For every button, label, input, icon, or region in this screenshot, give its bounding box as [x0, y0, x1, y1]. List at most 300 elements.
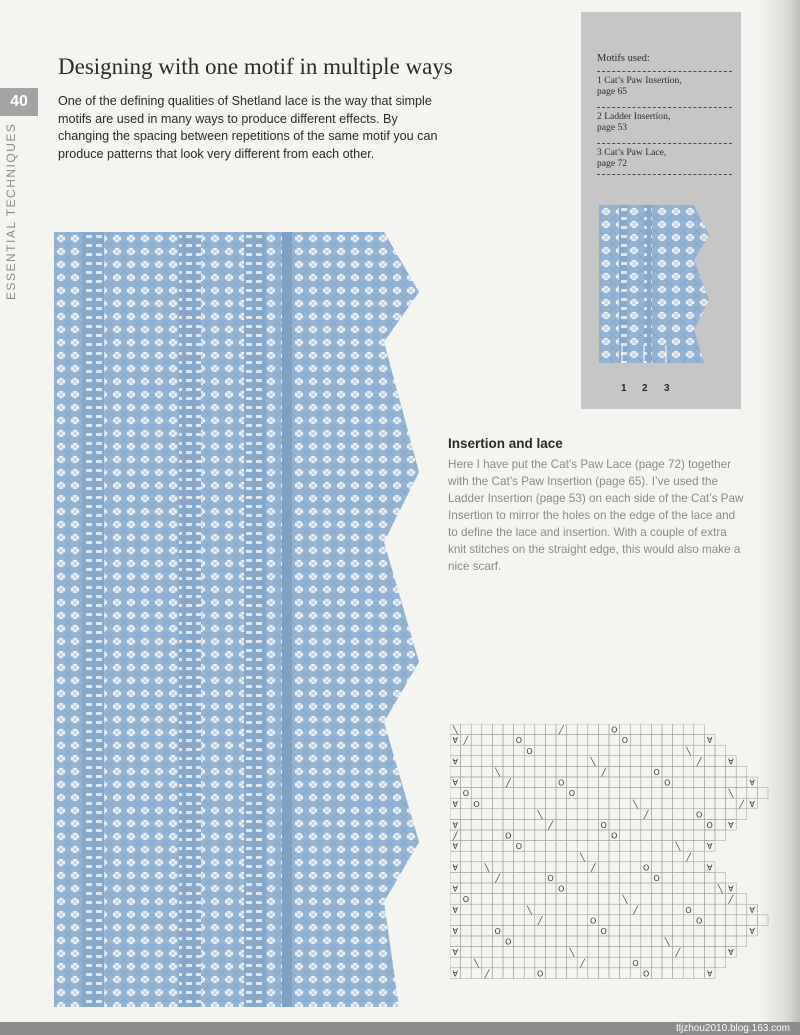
chart-cell — [461, 925, 472, 936]
chart-cell — [715, 957, 726, 968]
chart-cell — [694, 947, 705, 958]
chart-cell — [503, 925, 514, 936]
chart-symbol: O — [515, 842, 523, 852]
chart-cell — [503, 745, 514, 756]
chart-cell — [503, 894, 514, 905]
chart-cell — [545, 915, 556, 926]
chart-cell — [588, 925, 599, 936]
chart-cell — [620, 915, 631, 926]
chart-cell — [588, 830, 599, 841]
chart-cell — [662, 745, 673, 756]
chart-cell — [683, 809, 694, 820]
chart-symbol: ∀ — [452, 927, 459, 936]
chart-cell — [482, 841, 493, 852]
chart-cell — [567, 745, 578, 756]
chart-cell — [715, 915, 726, 926]
chart-cell — [535, 894, 546, 905]
chart-cell — [620, 756, 631, 767]
chart-cell — [673, 798, 684, 809]
chart-cell — [588, 968, 599, 979]
chart-cell — [514, 777, 525, 788]
chart-cell — [662, 915, 673, 926]
chart-cell — [694, 883, 705, 894]
motif-item-3 — [597, 143, 732, 175]
chart-cell — [450, 957, 461, 968]
chart-cell — [620, 788, 631, 799]
chart-cell — [620, 862, 631, 873]
chart-cell — [482, 809, 493, 820]
chart-cell — [673, 766, 684, 777]
chart-cell — [598, 947, 609, 958]
chart-cell — [503, 841, 514, 852]
chart-cell — [482, 756, 493, 767]
chart-cell — [461, 872, 472, 883]
chart-cell — [503, 957, 514, 968]
chart-cell — [503, 915, 514, 926]
chart-cell — [609, 788, 620, 799]
chart-cell — [514, 819, 525, 830]
chart-cell — [503, 851, 514, 862]
chart-cell — [704, 894, 715, 905]
chart-cell — [683, 756, 694, 767]
chart-cell — [726, 936, 737, 947]
chart-cell — [482, 819, 493, 830]
chart-symbol: ╲ — [580, 852, 585, 862]
chart-cell — [694, 904, 705, 915]
chart-cell — [535, 756, 546, 767]
chart-symbol: O — [653, 874, 660, 883]
chart-symbol: ╱ — [739, 799, 744, 809]
chart-cell — [598, 777, 609, 788]
chart-cell — [461, 756, 472, 767]
chart-cell — [641, 735, 652, 746]
chart-cell — [609, 915, 620, 926]
chart-cell — [492, 735, 503, 746]
chart-symbol: O — [505, 937, 512, 947]
chart-cell — [662, 862, 673, 873]
chart-cell — [620, 766, 631, 777]
chart-cell — [609, 957, 620, 968]
chart-cell — [683, 947, 694, 958]
chart-symbol: O — [695, 810, 703, 820]
chart-cell — [461, 841, 472, 852]
chart-cell — [514, 957, 525, 968]
chart-cell — [704, 872, 715, 883]
chart-cell — [461, 798, 472, 809]
chart-cell — [726, 798, 737, 809]
chart-cell — [503, 735, 514, 746]
chart-cell — [704, 915, 715, 926]
chart-cell — [694, 798, 705, 809]
chart-cell — [641, 830, 652, 841]
chart-cell — [620, 957, 631, 968]
chart-cell — [461, 915, 472, 926]
chart-cell — [556, 756, 567, 767]
chart-cell — [482, 904, 493, 915]
chart-cell — [577, 766, 588, 777]
chart-cell — [641, 925, 652, 936]
chart-cell — [577, 904, 588, 915]
chart-cell — [673, 830, 684, 841]
chart-cell — [503, 798, 514, 809]
chart-symbol: ╱ — [452, 831, 458, 841]
chart-cell — [492, 968, 503, 979]
chart-cell — [588, 788, 599, 799]
chart-cell — [662, 809, 673, 820]
chart-cell — [662, 957, 673, 968]
chart-symbol: ╲ — [728, 789, 734, 799]
chart-cell — [492, 777, 503, 788]
chart-cell — [757, 788, 768, 799]
chart-cell — [641, 851, 652, 862]
chart-cell — [673, 872, 684, 883]
chart-cell — [683, 798, 694, 809]
chart-symbol: O — [653, 768, 660, 777]
chart-cell — [598, 809, 609, 820]
chart-cell — [609, 777, 620, 788]
chart-cell — [461, 766, 472, 777]
chart-cell — [630, 756, 641, 767]
chart-cell — [503, 968, 514, 979]
chart-cell — [641, 947, 652, 958]
chart-cell — [535, 862, 546, 873]
chart-cell — [556, 894, 567, 905]
chart-symbol: ╲ — [664, 937, 670, 947]
chart-cell — [567, 766, 578, 777]
chart-cell — [704, 904, 715, 915]
chart-symbol: ∀ — [728, 821, 734, 830]
chart-cell — [641, 841, 652, 852]
chart-cell — [651, 756, 662, 767]
chart-cell — [545, 724, 556, 735]
chart-cell — [450, 788, 461, 799]
motif-item-line: 1 Cat’s Paw Insertion, — [597, 75, 682, 86]
chart-cell — [482, 735, 493, 746]
chart-symbol: ╱ — [548, 821, 554, 830]
chart-symbol: ∀ — [452, 969, 459, 979]
chart-cell — [588, 851, 599, 862]
chart-cell — [588, 766, 599, 777]
chart-cell — [630, 925, 641, 936]
chart-cell — [694, 957, 705, 968]
motifs-title: Motifs used: — [597, 53, 650, 64]
chart-cell — [524, 788, 535, 799]
chart-cell — [567, 777, 578, 788]
chart-cell — [609, 798, 620, 809]
chart-cell — [577, 841, 588, 852]
chart-cell — [535, 851, 546, 862]
thumb-label-3: 3 — [664, 383, 670, 394]
chart-symbol: ╱ — [558, 725, 564, 735]
chart-symbol: O — [505, 831, 512, 841]
chart-cell — [620, 798, 631, 809]
chart-cell — [704, 830, 715, 841]
chart-symbol: ╲ — [590, 757, 596, 767]
chart-symbol: ∀ — [706, 842, 713, 852]
chart-cell — [641, 724, 652, 735]
chart-cell — [577, 756, 588, 767]
chart-cell — [556, 745, 567, 756]
chart-symbol: ∀ — [452, 863, 459, 873]
chart-cell — [694, 766, 705, 777]
chart-symbol: ∀ — [728, 757, 734, 767]
chart-cell — [715, 788, 726, 799]
chart-cell — [567, 851, 578, 862]
chart-cell — [556, 830, 567, 841]
chart-cell — [556, 819, 567, 830]
chart-cell — [588, 872, 599, 883]
chart-cell — [545, 936, 556, 947]
chart-symbol: O — [685, 905, 692, 915]
chart-cell — [503, 862, 514, 873]
chart-cell — [747, 915, 758, 926]
chart-cell — [704, 925, 715, 936]
chart-cell — [683, 925, 694, 936]
chart-cell — [683, 862, 694, 873]
chart-cell — [514, 947, 525, 958]
chart-cell — [471, 915, 482, 926]
chart-cell — [651, 745, 662, 756]
chart-cell — [694, 819, 705, 830]
chart-cell — [535, 766, 546, 777]
chart-cell — [482, 798, 493, 809]
chart-cell — [683, 968, 694, 979]
chart-symbol: ∀ — [452, 757, 459, 767]
chart-cell — [514, 745, 525, 756]
chart-cell — [620, 745, 631, 756]
chart-cell — [492, 851, 503, 862]
chart-cell — [715, 745, 726, 756]
chart-cell — [545, 756, 556, 767]
chart-cell — [545, 788, 556, 799]
chart-cell — [492, 957, 503, 968]
chart-cell — [482, 788, 493, 799]
chart-cell — [620, 851, 631, 862]
chart-cell — [662, 925, 673, 936]
chart-cell — [567, 925, 578, 936]
chart-cell — [630, 862, 641, 873]
chart-cell — [471, 862, 482, 873]
chart-cell — [726, 904, 737, 915]
chart-cell — [620, 947, 631, 958]
motif-item-page: page 65 — [597, 86, 628, 97]
chart-cell — [482, 925, 493, 936]
chart-cell — [567, 894, 578, 905]
chart-cell — [662, 735, 673, 746]
chart-cell — [662, 788, 673, 799]
chart-cell — [736, 915, 747, 926]
chart-cell — [662, 756, 673, 767]
chart-cell — [704, 809, 715, 820]
chart-symbol: ╲ — [686, 746, 691, 756]
chart-cell — [471, 756, 482, 767]
chart-cell — [524, 851, 535, 862]
chart-symbol: ∀ — [749, 799, 755, 809]
chart-symbol: O — [462, 789, 470, 799]
chart-cell — [524, 841, 535, 852]
chart-cell — [503, 883, 514, 894]
chart-cell — [641, 819, 652, 830]
chart-symbol: ╱ — [537, 916, 543, 926]
chart-cell — [694, 735, 705, 746]
chart-cell — [736, 936, 747, 947]
chart-cell — [704, 883, 715, 894]
chart-cell — [461, 724, 472, 735]
chart-cell — [514, 788, 525, 799]
chart-cell — [598, 830, 609, 841]
chart-cell — [492, 894, 503, 905]
chart-cell — [673, 745, 684, 756]
chart-cell — [620, 883, 631, 894]
chart-symbol: ∀ — [749, 778, 755, 788]
chart-cell — [514, 883, 525, 894]
chart-cell — [567, 904, 578, 915]
chart-cell — [492, 915, 503, 926]
chart-cell — [567, 809, 578, 820]
chart-cell — [471, 766, 482, 777]
chart-cell — [471, 724, 482, 735]
chart-cell — [588, 745, 599, 756]
chart-cell — [535, 957, 546, 968]
chart-cell — [662, 894, 673, 905]
chart-cell — [662, 872, 673, 883]
solid-band — [282, 232, 292, 1007]
chart-cell — [545, 745, 556, 756]
chart-cell — [662, 766, 673, 777]
chart-cell — [704, 947, 715, 958]
chart-symbol: O — [568, 789, 576, 799]
chart-cell — [450, 936, 461, 947]
chart-cell — [620, 936, 631, 947]
chart-cell — [609, 841, 620, 852]
chart-cell — [726, 925, 737, 936]
chart-cell — [567, 756, 578, 767]
chart-cell — [715, 798, 726, 809]
chart-cell — [598, 788, 609, 799]
chart-cell — [641, 788, 652, 799]
chart-cell — [524, 798, 535, 809]
chart-cell — [673, 777, 684, 788]
chart-cell — [471, 819, 482, 830]
chart-cell — [461, 904, 472, 915]
section-side-label: ESSENTIAL TECHNIQUES — [4, 122, 18, 300]
chart-cell — [694, 788, 705, 799]
chart-cell — [683, 841, 694, 852]
chart-cell — [609, 851, 620, 862]
chart-cell — [567, 957, 578, 968]
chart-cell — [683, 872, 694, 883]
chart-cell — [482, 915, 493, 926]
chart-cell — [673, 915, 684, 926]
chart-cell — [704, 756, 715, 767]
chart-cell — [471, 777, 482, 788]
chart-cell — [450, 809, 461, 820]
chart-cell — [471, 968, 482, 979]
chart-cell — [577, 724, 588, 735]
chart-cell — [545, 904, 556, 915]
chart-cell — [567, 936, 578, 947]
lace-body — [54, 232, 419, 1007]
chart-cell — [471, 841, 482, 852]
chart-cell — [588, 894, 599, 905]
chart-cell — [545, 809, 556, 820]
chart-cell — [609, 809, 620, 820]
chart-cell — [492, 947, 503, 958]
chart-cell — [683, 766, 694, 777]
chart-cell — [683, 819, 694, 830]
chart-cell — [535, 798, 546, 809]
chart-cell — [704, 788, 715, 799]
chart-cell — [461, 809, 472, 820]
chart-cell — [514, 766, 525, 777]
chart-symbol: O — [526, 746, 533, 756]
chart-cell — [726, 809, 737, 820]
chart-cell — [757, 915, 768, 926]
chart-cell — [545, 925, 556, 936]
chart-cell — [598, 894, 609, 905]
chart-symbol: ╱ — [633, 905, 638, 915]
chart-cell — [556, 735, 567, 746]
chart-cell — [620, 872, 631, 883]
chart-cell — [630, 968, 641, 979]
chart-cell — [503, 788, 514, 799]
chart-cell — [482, 766, 493, 777]
chart-cell — [662, 883, 673, 894]
ladder-column-2 — [179, 232, 201, 1007]
chart-cell — [651, 915, 662, 926]
chart-symbol: ∀ — [452, 799, 459, 809]
chart-symbol: ╱ — [601, 768, 607, 777]
chart-symbol: ╱ — [463, 736, 469, 746]
chart-cell — [673, 883, 684, 894]
chart-symbol: ∀ — [706, 736, 713, 746]
chart-cell — [577, 862, 588, 873]
chart-cell — [694, 894, 705, 905]
chart-symbol: ╱ — [643, 810, 649, 820]
chart-symbol: O — [600, 927, 607, 936]
chart-cell — [471, 936, 482, 947]
chart-cell — [673, 968, 684, 979]
chart-cell — [609, 947, 620, 958]
chart-cell — [524, 968, 535, 979]
chart-cell — [482, 745, 493, 756]
chart-symbol: ╱ — [580, 958, 585, 968]
chart-cell — [641, 894, 652, 905]
chart-cell — [535, 724, 546, 735]
chart-symbol: ∀ — [452, 905, 459, 915]
chart-cell — [609, 735, 620, 746]
chart-cell — [471, 883, 482, 894]
chart-cell — [535, 883, 546, 894]
chart-cell — [736, 925, 747, 936]
chart-cell — [715, 925, 726, 936]
chart-cell — [471, 788, 482, 799]
chart-cell — [609, 904, 620, 915]
motif-item-line: 3 Cat’s Paw Lace, — [597, 147, 667, 158]
chart-cell — [641, 904, 652, 915]
chart-cell — [471, 894, 482, 905]
chart-cell — [482, 851, 493, 862]
chart-cell — [461, 957, 472, 968]
chart-cell — [683, 915, 694, 926]
chart-cell — [694, 777, 705, 788]
chart-cell — [609, 819, 620, 830]
chart-cell — [651, 862, 662, 873]
chart-cell — [694, 841, 705, 852]
thumb-label-1: 1 — [621, 383, 627, 394]
chart-symbol: ╲ — [622, 895, 628, 905]
chart-cell — [694, 745, 705, 756]
